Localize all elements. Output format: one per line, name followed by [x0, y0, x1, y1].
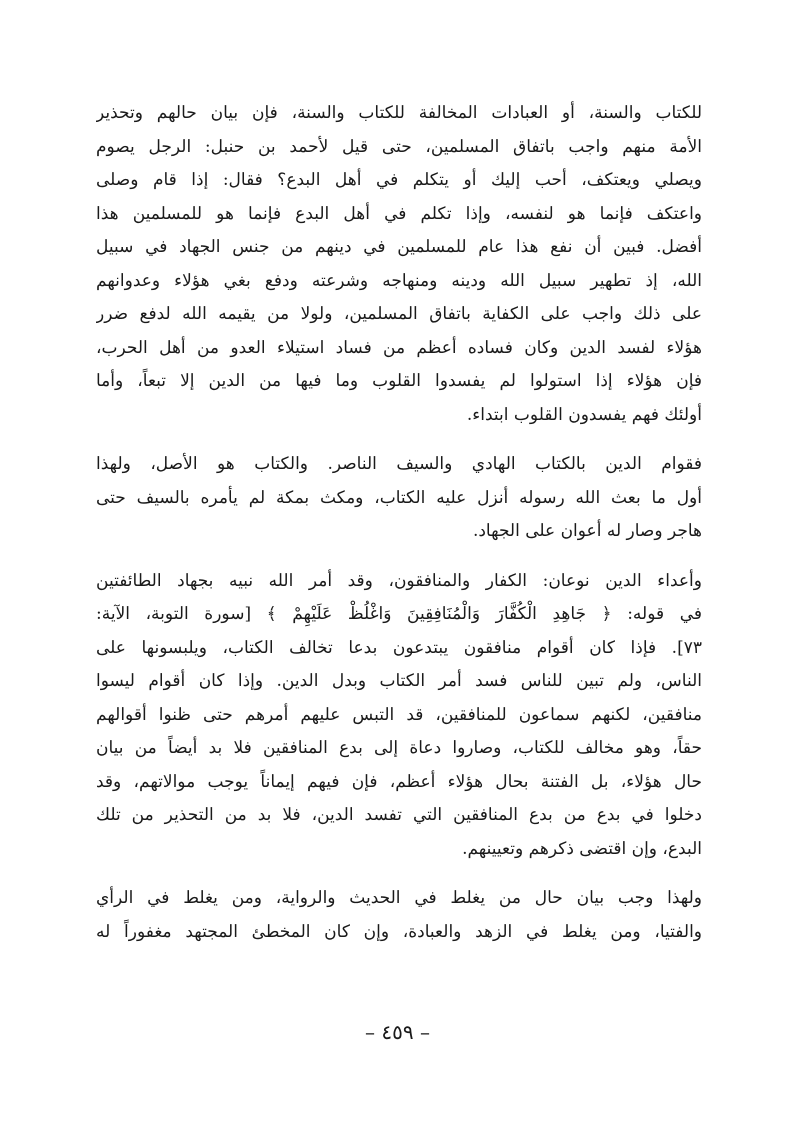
- text-line: ويصلي ويعتكف، أحب إليك أو يتكلم في أهل البدع؟ فقال: إذا قام وصلى: [96, 170, 702, 190]
- text-line: البدع، وإن اقتضى ذكرهم وتعيينهم.: [462, 838, 702, 859]
- paragraph-2: [96, 448, 702, 549]
- paragraph-4: [96, 882, 702, 949]
- text-line: دخلوا في بدع من بدع المنافقين التي تفسد الدين، فلا بد من التحذير من تلك: [96, 805, 702, 825]
- page-body: [96, 97, 702, 949]
- paragraph-1: [96, 97, 702, 432]
- text-line: أول ما بعث الله رسوله أنزل عليه الكتاب، ومكث بمكة لم يأمره بالسيف حتى: [96, 487, 702, 508]
- text-line: في قوله: ﴿ جَاهِدِ الْكُفَّارَ وَالْمُنَافِقِينَ وَاغْلُظْ عَلَيْهِمْ ﴾ [سورة التوبة، الآية:: [96, 604, 702, 624]
- page-number: – ٤٥٩ –: [365, 1020, 430, 1044]
- text-line: على ذلك واجب على الكفاية باتفاق المسلمين، ولولا من يقيمه الله لدفع ضرر: [96, 304, 702, 324]
- text-line: وأعداء الدين نوعان: الكفار والمنافقون، وقد أمر الله نبيه بجهاد الطائفتين: [96, 570, 702, 591]
- text-line: هؤلاء لفسد الدين وكان فساده أعظم من فساد استيلاء العدو من أهل الحرب،: [96, 337, 702, 358]
- text-line: منافقين، لكنهم سماعون للمنافقين، قد التبس عليهم أمرهم حتى ظنوا أقوالهم: [96, 704, 702, 725]
- text-line: الله، إذ تطهير سبيل الله ودينه ومنهاجه وشرعته ودفع بغي هؤلاء وعدوانهم: [96, 270, 702, 291]
- text-line: الأمة منهم واجب باتفاق المسلمين، حتى قيل لأحمد بن حنبل: الرجل يصوم: [96, 136, 702, 157]
- text-line: فإن هؤلاء إذا استولوا لم يفسدوا القلوب وما فيها من الدين إلا تبعاً، وأما: [96, 371, 702, 391]
- text-line: هاجر وصار له أعوان على الجهاد.: [472, 521, 702, 541]
- text-line: واعتكف فإنما هو لنفسه، وإذا تكلم في أهل البدع فإنما هو للمسلمين هذا: [96, 203, 702, 224]
- text-line: حال هؤلاء، بل الفتنة بحال هؤلاء أعظم، فإن فيهم إيماناً يوجب موالاتهم، وقد: [96, 771, 702, 792]
- text-line: ولهذا وجب بيان حال من يغلط في الحديث والرواية، ومن يغلط في الرأي: [96, 888, 702, 908]
- text-line: للكتاب والسنة، أو العبادات المخالفة للكتاب والسنة، فإن بيان حالهم وتحذير: [96, 103, 702, 123]
- text-line: والفتيا، ومن يغلط في الزهد والعبادة، وإن كان المخطئ المجتهد مغفوراً له: [96, 921, 702, 942]
- text-line: الناس، ولم تبين للناس فسد أمر الكتاب وبدل الدين. وإذا كان أقوام ليسوا: [96, 671, 702, 691]
- text-line: أولئك فهم يفسدون القلوب ابتداء.: [466, 404, 702, 425]
- text-line: أفضل. فبين أن نفع هذا عام للمسلمين في دينهم من جنس الجهاد في سبيل: [96, 237, 702, 257]
- paragraph-3: [96, 565, 702, 867]
- text-line: حقاً، وهو مخالف للكتاب، وصاروا دعاة إلى بدع المنافقين فلا بد أيضاً من بيان: [96, 738, 702, 758]
- text-line: فقوام الدين بالكتاب الهادي والسيف الناصر. والكتاب هو الأصل، ولهذا: [96, 454, 702, 474]
- text-line: ٧٣]. فإذا كان أقوام منافقون يبتدعون بدعا تخالف الكتاب، ويلبسونها على: [96, 637, 702, 658]
